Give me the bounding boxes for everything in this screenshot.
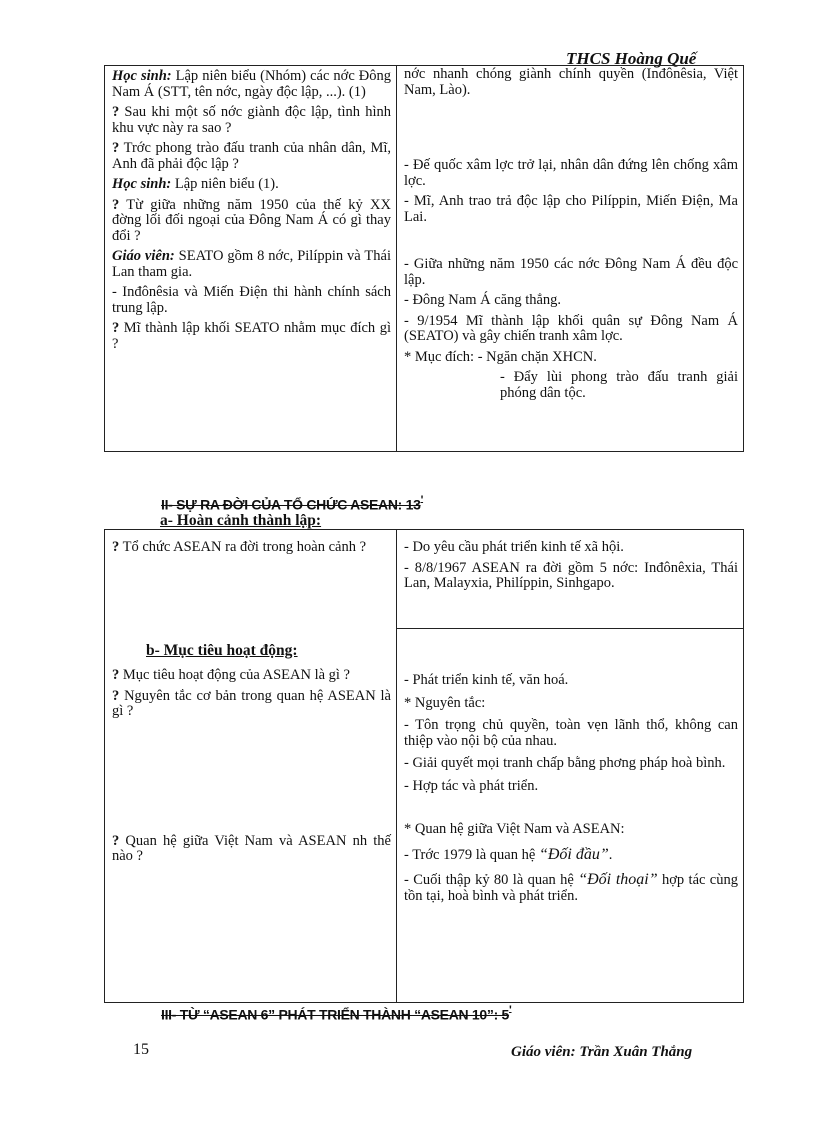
answer-column	[397, 530, 744, 629]
answer-item: - Phát triển kinh tế, văn hoá.	[404, 672, 569, 688]
answer-item: - Hợp tác và phát triển.	[404, 777, 539, 794]
question-item: ? Mục tiêu hoạt động của ASEAN là gì ?	[112, 667, 350, 683]
lesson-table-1	[104, 65, 744, 452]
answer-item: - Đông Nam Á căng thẳng.	[404, 292, 562, 308]
question-item: ? Nguyên tắc cơ bản trong quan hệ ASEAN là gì ?	[112, 687, 391, 719]
answer-item: - 9/1954 Mĩ thành lập khối quân sự Đông Nam Á (SEATO) và gây chiến tranh xâm lợc.	[404, 312, 738, 344]
answer-item: * Mục đích: - Ngăn chặn XHCN.	[404, 348, 597, 365]
answer-item: - Đẩy lùi phong trào đấu tranh giải phóng dân tộc.	[500, 369, 738, 401]
student-task-1: Học sinh: Lập niên biểu (Nhóm) các nớc Đông Nam Á (STT, tên nớc, ngày độc lập, ...). (1)	[112, 68, 392, 100]
page-number: 15	[133, 1041, 149, 1058]
question-item: ? Từ giữa những năm 1950 của thế kỷ XX đờng lối đối ngoại của Đông Nam Á có gì thay đổi ?	[112, 196, 391, 244]
teacher-note: Giáo viên: SEATO gồm 8 nớc, Pilíppin và Thái Lan tham gia.	[112, 248, 391, 280]
question-column	[105, 530, 397, 629]
answer-item: - Đế quốc xâm lợc trở lại, nhân dân đứng lên chống xâm lợc.	[404, 157, 738, 189]
subsection-heading-b: b- Mục tiêu hoạt động:	[146, 641, 298, 659]
section-heading-3: III- TỪ “ASEAN 6” PHÁT TRIỂN THÀNH “ASEAN 10”: 5'	[161, 1004, 512, 1023]
student-task-2: Học sinh: Lập niên biểu (1).	[112, 176, 279, 192]
answer-item: - Giải quyết mọi tranh chấp bằng phơng pháp hoà bình.	[404, 755, 726, 771]
answer-item: * Quan hệ giữa Việt Nam và ASEAN:	[404, 821, 625, 837]
author-credit: Giáo viên: Trần Xuân Thắng	[511, 1044, 693, 1060]
question-column	[105, 66, 397, 452]
answer-item: * Nguyên tắc:	[404, 694, 486, 711]
subsection-heading-a: a- Hoàn cảnh thành lập:	[160, 512, 322, 529]
answer-column	[397, 629, 744, 1003]
answer-item: - Mĩ, Anh trao trả độc lập cho Pilíppin, Miến Điện, Ma Lai.	[404, 193, 738, 225]
question-item: ? Mĩ thành lập khối SEATO nhằm mục đích gì ?	[112, 320, 391, 352]
lesson-table-2	[104, 529, 744, 1003]
answer-column	[397, 66, 744, 452]
answer-item: nớc nhanh chóng giành chính quyền (Inđônêsia, Việt Nam, Lào).	[404, 66, 738, 98]
table-row	[105, 629, 744, 1003]
note-item: - Inđônêsia và Miến Điện thi hành chính sách trung lập.	[112, 284, 391, 316]
school-name: THCS Hoàng Quế	[566, 49, 697, 68]
relation-item-1: - Trớc 1979 là quan hệ “Đối đầu”.	[404, 845, 613, 863]
question-item: ? Sau khi một số nớc giành độc lập, tình hình khu vực này ra sao ?	[112, 104, 391, 136]
relation-item-2: - Cuối thập kỷ 80 là quan hệ “Đối thoại” hợp tác cùng tồn tại, hoà bình và phát triển.	[404, 871, 738, 904]
question-item: ? Quan hệ giữa Việt Nam và ASEAN nh thế nào ?	[112, 832, 391, 864]
answer-item: - Tôn trọng chủ quyền, toàn vẹn lãnh thổ, không can thiệp vào nội bộ của nhau.	[404, 717, 738, 749]
table-row	[105, 530, 744, 629]
answer-item: - Do yêu cầu phát triển kinh tế xã hội.	[404, 539, 624, 555]
section-heading-2: II- SỰ RA ĐỜI CỦA TỔ CHỨC ASEAN: 13'	[161, 494, 424, 513]
question-item: ? Trớc phong trào đấu tranh của nhân dân, Mĩ, Anh đã phải độc lập ?	[112, 140, 391, 172]
answer-item: - 8/8/1967 ASEAN ra đời gồm 5 nớc: Inđônêxia, Thái Lan, Malayxia, Philíppin, Sinhgapo.	[404, 559, 738, 591]
question-item: ? Tổ chức ASEAN ra đời trong hoàn cảnh ?	[112, 539, 367, 555]
question-column	[105, 629, 397, 1003]
answer-item: - Giữa những năm 1950 các nớc Đông Nam Á đều độc lập.	[404, 256, 738, 288]
table-row	[105, 66, 744, 452]
